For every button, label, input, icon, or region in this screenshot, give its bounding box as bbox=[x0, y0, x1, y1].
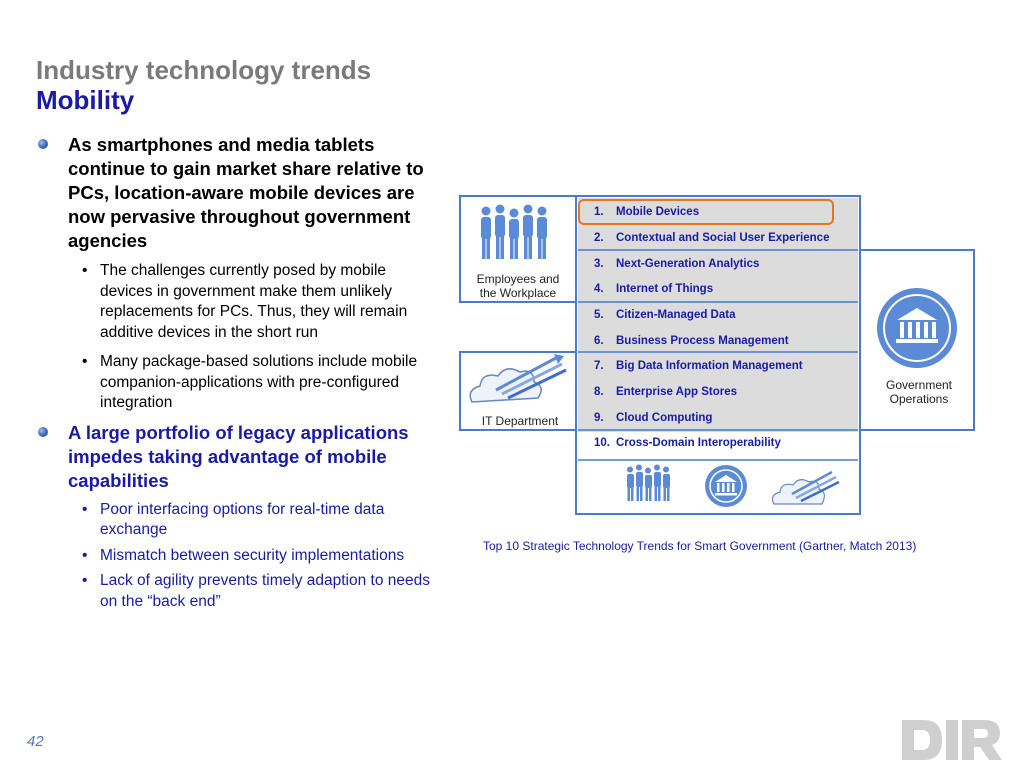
sub-bullet-text: The challenges currently posed by mobile devices in government make them unlikely replacements for PCs. Thus, they will remain additive devices in the short run bbox=[100, 262, 408, 341]
government-operations-label: Government Operations bbox=[885, 378, 953, 406]
trend-label: Mobile Devices bbox=[616, 206, 700, 218]
trend-item bbox=[594, 282, 713, 296]
sub-bullet-dot-icon: • bbox=[82, 546, 88, 564]
trend-number: 5. bbox=[594, 309, 604, 321]
page-title: Industry technology trends bbox=[36, 55, 372, 85]
trend-item bbox=[594, 334, 789, 348]
trend-number: 10. bbox=[594, 437, 610, 449]
sub-bullet-text: Many package-based solutions include mobile companion-applications with pre-configured integration bbox=[100, 353, 418, 411]
it-department-label: IT Department bbox=[481, 414, 559, 428]
trend-number: 4. bbox=[594, 283, 604, 295]
sub-bullet-item bbox=[36, 352, 436, 414]
sub-bullet-text: Poor interfacing options for real-time data exchange bbox=[100, 500, 385, 538]
sub-bullet-dot-icon: • bbox=[82, 572, 88, 589]
trend-item bbox=[594, 257, 759, 271]
trend-number: 9. bbox=[594, 412, 604, 424]
bullet-item bbox=[36, 133, 436, 253]
trend-label: Big Data Information Management bbox=[616, 360, 803, 372]
sub-bullet-item bbox=[36, 546, 436, 567]
bullet-text: As smartphones and media tablets continue to gain market share relative to PCs, location-aware mobile devices are now pervasive throughout government agencies bbox=[68, 134, 424, 251]
trend-number: 1. bbox=[594, 206, 604, 218]
trend-item bbox=[594, 308, 736, 322]
page-subtitle: Mobility bbox=[36, 85, 135, 115]
trend-label: Cross-Domain Interoperability bbox=[616, 437, 781, 449]
trend-label: Business Process Management bbox=[616, 335, 789, 347]
trend-label: Contextual and Social User Experience bbox=[616, 232, 830, 244]
sub-bullet-dot-icon: • bbox=[82, 500, 88, 518]
bullet-list bbox=[36, 133, 436, 617]
sub-bullet-item bbox=[36, 500, 436, 541]
dir-logo bbox=[898, 716, 1008, 764]
trend-label: Citizen-Managed Data bbox=[616, 309, 736, 321]
sub-bullet-dot-icon: • bbox=[82, 353, 88, 370]
trend-item bbox=[594, 436, 781, 450]
sub-bullet-text: Lack of agility prevents timely adaption to needs on the “back end” bbox=[100, 572, 430, 610]
employees-workplace-label: Employees and the Workplace bbox=[476, 272, 560, 300]
diagram-caption: Top 10 Strategic Technology Trends for Smart Government (Gartner, Match 2013) bbox=[483, 539, 917, 553]
trend-number: 2. bbox=[594, 232, 604, 244]
trend-number: 3. bbox=[594, 258, 604, 270]
trend-item bbox=[594, 411, 712, 425]
bullet-item bbox=[36, 421, 436, 493]
government-building-icon bbox=[877, 288, 957, 368]
trend-label: Cloud Computing bbox=[616, 412, 713, 424]
trend-number: 7. bbox=[594, 360, 604, 372]
sub-bullet-item bbox=[36, 571, 436, 612]
bullet-text: A large portfolio of legacy applications impedes taking advantage of mobile capabilities bbox=[68, 421, 409, 491]
page-number: 42 bbox=[27, 733, 44, 750]
trend-number: 8. bbox=[594, 386, 604, 398]
bullet-dot-icon bbox=[38, 427, 48, 437]
trend-item bbox=[594, 205, 699, 219]
trend-label: Next-Generation Analytics bbox=[616, 258, 760, 270]
trend-item bbox=[594, 385, 737, 399]
sub-bullet-dot-icon: • bbox=[82, 262, 88, 279]
bullet-dot-icon bbox=[38, 139, 48, 149]
trend-label: Internet of Things bbox=[616, 283, 714, 295]
sub-bullet-text: Mismatch between security implementations bbox=[100, 546, 405, 564]
sub-bullet-item bbox=[36, 261, 436, 343]
trend-label: Enterprise App Stores bbox=[616, 386, 737, 398]
trend-item bbox=[594, 231, 829, 245]
trend-number: 6. bbox=[594, 335, 604, 347]
trend-item bbox=[594, 359, 803, 373]
government-building-small-icon bbox=[705, 465, 747, 507]
